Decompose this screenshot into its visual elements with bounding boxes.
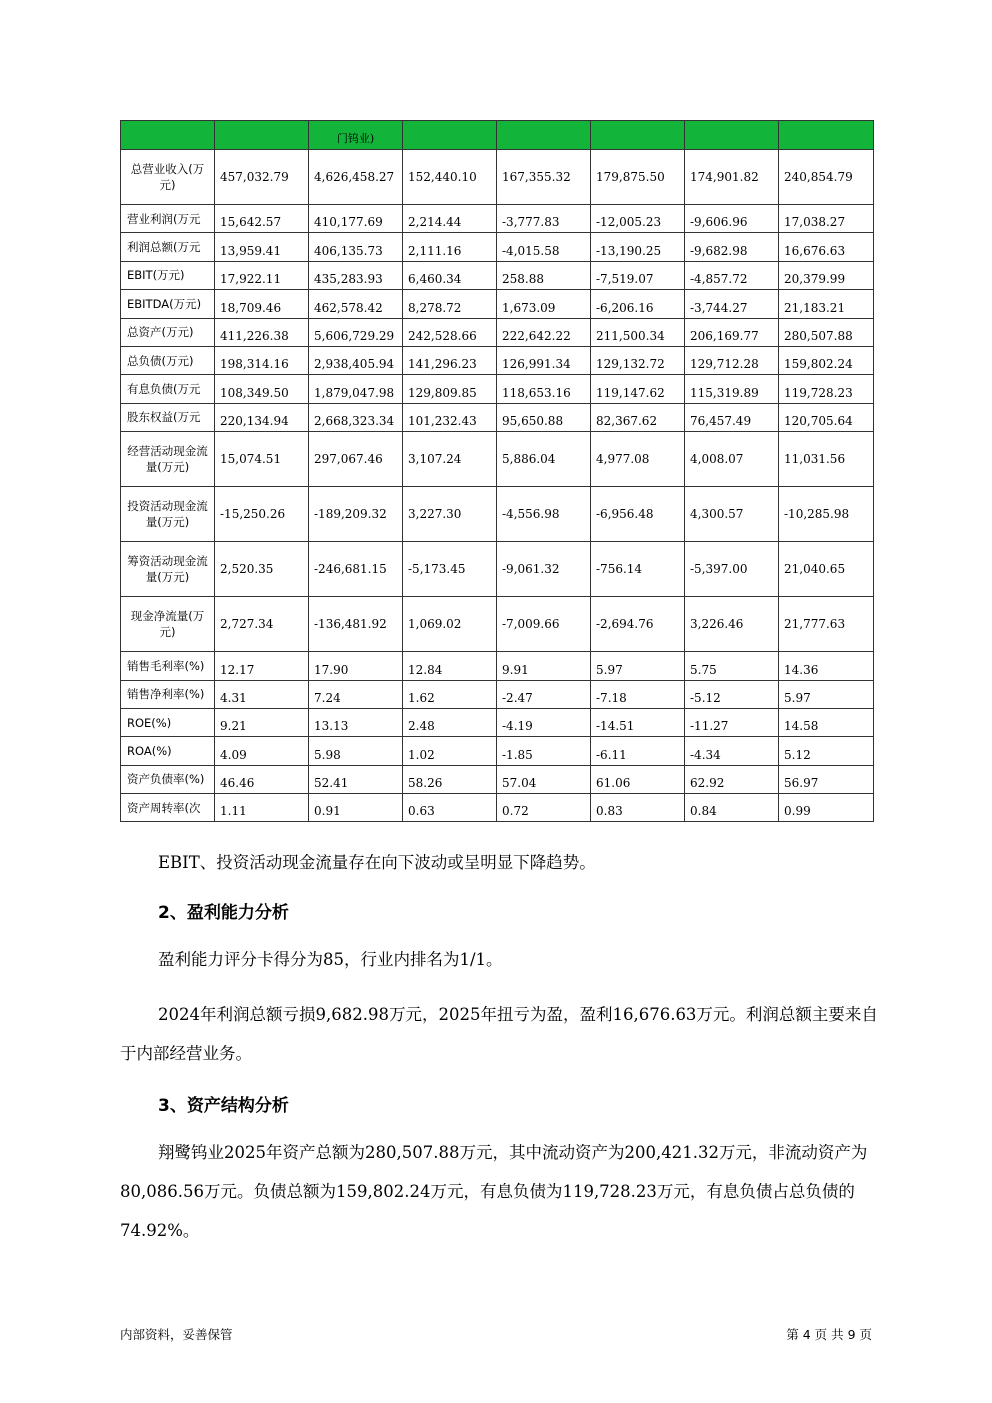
value-cell: 0.84 — [685, 794, 779, 822]
row-label: 利润总额(万元 — [121, 233, 215, 261]
row-label: 经营活动现金流量(万元) — [121, 432, 215, 487]
value-cell: -7,009.66 — [497, 597, 591, 652]
table-row — [121, 290, 874, 318]
table-row — [121, 375, 874, 403]
value-cell: 0.63 — [403, 794, 497, 822]
value-cell: -6,206.16 — [591, 290, 685, 318]
value-cell: 220,134.94 — [215, 403, 309, 431]
value-cell: 9.91 — [497, 652, 591, 680]
value-cell: 2,214.44 — [403, 205, 497, 233]
value-cell: -14.51 — [591, 708, 685, 736]
table-row — [121, 597, 874, 652]
table-row — [121, 652, 874, 680]
value-cell: 4,977.08 — [591, 432, 685, 487]
value-cell: 115,319.89 — [685, 375, 779, 403]
table-row — [121, 542, 874, 597]
value-cell: -7.18 — [591, 680, 685, 708]
value-cell: -2,694.76 — [591, 597, 685, 652]
value-cell: 17.90 — [309, 652, 403, 680]
value-cell: 17,922.11 — [215, 261, 309, 289]
value-cell: 13,959.41 — [215, 233, 309, 261]
value-cell: 58.26 — [403, 765, 497, 793]
value-cell: 159,802.24 — [779, 346, 874, 374]
value-cell: 242,528.66 — [403, 318, 497, 346]
value-cell: 11,031.56 — [779, 432, 874, 487]
value-cell: 4,008.07 — [685, 432, 779, 487]
header-cell — [497, 121, 591, 150]
table-row — [121, 233, 874, 261]
value-cell: 0.99 — [779, 794, 874, 822]
value-cell: 14.36 — [779, 652, 874, 680]
row-label: 总资产(万元) — [121, 318, 215, 346]
value-cell: 1,879,047.98 — [309, 375, 403, 403]
value-cell: 167,355.32 — [497, 150, 591, 205]
value-cell: 2,938,405.94 — [309, 346, 403, 374]
value-cell: 4,300.57 — [685, 487, 779, 542]
value-cell: 61.06 — [591, 765, 685, 793]
footer-confidential: 内部资料，妥善保管 — [120, 1327, 233, 1342]
value-cell: -6,956.48 — [591, 487, 685, 542]
row-label: ROA(%) — [121, 737, 215, 765]
value-cell: 4.31 — [215, 680, 309, 708]
value-cell: 12.84 — [403, 652, 497, 680]
table-row — [121, 737, 874, 765]
header-cell: 门钨业) — [309, 121, 403, 150]
value-cell: 280,507.88 — [779, 318, 874, 346]
section-heading-asset-structure: 3、资产结构分析 — [158, 1096, 289, 1116]
value-cell: 1,673.09 — [497, 290, 591, 318]
value-cell: -6.11 — [591, 737, 685, 765]
value-cell: 46.46 — [215, 765, 309, 793]
value-cell: -5.12 — [685, 680, 779, 708]
value-cell: 101,232.43 — [403, 403, 497, 431]
value-cell: 211,500.34 — [591, 318, 685, 346]
value-cell: 206,169.77 — [685, 318, 779, 346]
value-cell: -3,777.83 — [497, 205, 591, 233]
row-label: EBITDA(万元) — [121, 290, 215, 318]
value-cell: 5,886.04 — [497, 432, 591, 487]
paragraph-asset-structure: 翔鹭钨业2025年资产总额为280,507.88万元，其中流动资产为200,421.32万元，非流动资产为80,086.56万元。负债总额为159,802.24万元，有息负债为119,728.23万元，有息负债占总负债的74.92%。 — [120, 1143, 868, 1240]
value-cell: 62.92 — [685, 765, 779, 793]
value-cell: 126,991.34 — [497, 346, 591, 374]
value-cell: -1.85 — [497, 737, 591, 765]
value-cell: 0.91 — [309, 794, 403, 822]
value-cell: -136,481.92 — [309, 597, 403, 652]
value-cell: 174,901.82 — [685, 150, 779, 205]
header-cell — [685, 121, 779, 150]
paragraph-profit-detail: 2024年利润总额亏损9,682.98万元，2025年扭亏为盈，盈利16,676.63万元。利润总额主要来自于内部经营业务。 — [120, 1005, 878, 1063]
table-row — [121, 487, 874, 542]
value-cell: 1.62 — [403, 680, 497, 708]
value-cell: -9,606.96 — [685, 205, 779, 233]
value-cell: -189,209.32 — [309, 487, 403, 542]
table-row — [121, 261, 874, 289]
value-cell: 6,460.34 — [403, 261, 497, 289]
table-row — [121, 403, 874, 431]
paragraph-trend: EBIT、投资活动现金流量存在向下波动或呈明显下降趋势。 — [158, 853, 596, 872]
value-cell: 119,147.62 — [591, 375, 685, 403]
value-cell: 5.12 — [779, 737, 874, 765]
table-row — [121, 708, 874, 736]
value-cell: 12.17 — [215, 652, 309, 680]
value-cell: 410,177.69 — [309, 205, 403, 233]
table-row — [121, 794, 874, 822]
value-cell: 141,296.23 — [403, 346, 497, 374]
value-cell: 8,278.72 — [403, 290, 497, 318]
header-cell — [121, 121, 215, 150]
footer-page-number: 第 4 页 共 9 页 — [786, 1327, 872, 1342]
table-row — [121, 765, 874, 793]
table-header-row — [121, 121, 874, 150]
value-cell: 21,040.65 — [779, 542, 874, 597]
value-cell: 3,227.30 — [403, 487, 497, 542]
section-heading-profitability: 2、盈利能力分析 — [158, 903, 289, 923]
table-row — [121, 680, 874, 708]
row-label: 资产周转率(次 — [121, 794, 215, 822]
value-cell: 15,074.51 — [215, 432, 309, 487]
header-cell — [591, 121, 685, 150]
value-cell: 1.02 — [403, 737, 497, 765]
header-cell — [215, 121, 309, 150]
value-cell: 198,314.16 — [215, 346, 309, 374]
row-label: 总营业收入(万元) — [121, 150, 215, 205]
table-row — [121, 150, 874, 205]
value-cell: -756.14 — [591, 542, 685, 597]
value-cell: 435,283.93 — [309, 261, 403, 289]
value-cell: -9,061.32 — [497, 542, 591, 597]
value-cell: 258.88 — [497, 261, 591, 289]
value-cell: -4.34 — [685, 737, 779, 765]
value-cell: 108,349.50 — [215, 375, 309, 403]
value-cell: 13.13 — [309, 708, 403, 736]
value-cell: 297,067.46 — [309, 432, 403, 487]
value-cell: 15,642.57 — [215, 205, 309, 233]
value-cell: 462,578.42 — [309, 290, 403, 318]
value-cell: 5.98 — [309, 737, 403, 765]
value-cell: 18,709.46 — [215, 290, 309, 318]
value-cell: 152,440.10 — [403, 150, 497, 205]
row-label: 营业利润(万元 — [121, 205, 215, 233]
table-row — [121, 318, 874, 346]
table-row — [121, 346, 874, 374]
value-cell: -5,397.00 — [685, 542, 779, 597]
value-cell: -11.27 — [685, 708, 779, 736]
value-cell: -7,519.07 — [591, 261, 685, 289]
header-cell — [779, 121, 874, 150]
value-cell: 222,642.22 — [497, 318, 591, 346]
value-cell: 7.24 — [309, 680, 403, 708]
value-cell: 82,367.62 — [591, 403, 685, 431]
value-cell: 4,626,458.27 — [309, 150, 403, 205]
row-label: 资产负债率(%) — [121, 765, 215, 793]
value-cell: 4.09 — [215, 737, 309, 765]
row-label: 有息负债(万元 — [121, 375, 215, 403]
value-cell: 21,777.63 — [779, 597, 874, 652]
value-cell: 179,875.50 — [591, 150, 685, 205]
value-cell: 16,676.63 — [779, 233, 874, 261]
value-cell: 3,107.24 — [403, 432, 497, 487]
value-cell: -5,173.45 — [403, 542, 497, 597]
row-label: 销售净利率(%) — [121, 680, 215, 708]
value-cell: 129,132.72 — [591, 346, 685, 374]
row-label: 现金净流量(万元) — [121, 597, 215, 652]
value-cell: 9.21 — [215, 708, 309, 736]
value-cell: 76,457.49 — [685, 403, 779, 431]
row-label: 销售毛利率(%) — [121, 652, 215, 680]
value-cell: 411,226.38 — [215, 318, 309, 346]
value-cell: 457,032.79 — [215, 150, 309, 205]
value-cell: 17,038.27 — [779, 205, 874, 233]
value-cell: -15,250.26 — [215, 487, 309, 542]
value-cell: 56.97 — [779, 765, 874, 793]
row-label: EBIT(万元) — [121, 261, 215, 289]
row-label: 筹资活动现金流量(万元) — [121, 542, 215, 597]
value-cell: -4.19 — [497, 708, 591, 736]
value-cell: -13,190.25 — [591, 233, 685, 261]
header-cell — [403, 121, 497, 150]
value-cell: 52.41 — [309, 765, 403, 793]
value-cell: 0.83 — [591, 794, 685, 822]
row-label: 总负债(万元) — [121, 346, 215, 374]
value-cell: 406,135.73 — [309, 233, 403, 261]
value-cell: 1.11 — [215, 794, 309, 822]
value-cell: 2,727.34 — [215, 597, 309, 652]
value-cell: -4,556.98 — [497, 487, 591, 542]
value-cell: -10,285.98 — [779, 487, 874, 542]
value-cell: 14.58 — [779, 708, 874, 736]
value-cell: 3,226.46 — [685, 597, 779, 652]
value-cell: 5,606,729.29 — [309, 318, 403, 346]
value-cell: 2,111.16 — [403, 233, 497, 261]
value-cell: -9,682.98 — [685, 233, 779, 261]
row-label: ROE(%) — [121, 708, 215, 736]
value-cell: 95,650.88 — [497, 403, 591, 431]
value-cell: 118,653.16 — [497, 375, 591, 403]
value-cell: 129,809.85 — [403, 375, 497, 403]
value-cell: 5.97 — [591, 652, 685, 680]
value-cell: 120,705.64 — [779, 403, 874, 431]
table-row — [121, 205, 874, 233]
value-cell: 2,520.35 — [215, 542, 309, 597]
paragraph-profit-score: 盈利能力评分卡得分为85，行业内排名为1/1。 — [158, 950, 503, 969]
value-cell: -3,744.27 — [685, 290, 779, 318]
value-cell: 21,183.21 — [779, 290, 874, 318]
row-label: 投资活动现金流量(万元) — [121, 487, 215, 542]
value-cell: -4,857.72 — [685, 261, 779, 289]
value-cell: 57.04 — [497, 765, 591, 793]
value-cell: -2.47 — [497, 680, 591, 708]
value-cell: 0.72 — [497, 794, 591, 822]
value-cell: 20,379.99 — [779, 261, 874, 289]
value-cell: 129,712.28 — [685, 346, 779, 374]
value-cell: 119,728.23 — [779, 375, 874, 403]
value-cell: 2,668,323.34 — [309, 403, 403, 431]
value-cell: -12,005.23 — [591, 205, 685, 233]
value-cell: 2.48 — [403, 708, 497, 736]
value-cell: -246,681.15 — [309, 542, 403, 597]
value-cell: 240,854.79 — [779, 150, 874, 205]
value-cell: 5.75 — [685, 652, 779, 680]
value-cell: -4,015.58 — [497, 233, 591, 261]
financial-indicators-table — [120, 120, 874, 822]
value-cell: 5.97 — [779, 680, 874, 708]
table-row — [121, 432, 874, 487]
value-cell: 1,069.02 — [403, 597, 497, 652]
row-label: 股东权益(万元 — [121, 403, 215, 431]
